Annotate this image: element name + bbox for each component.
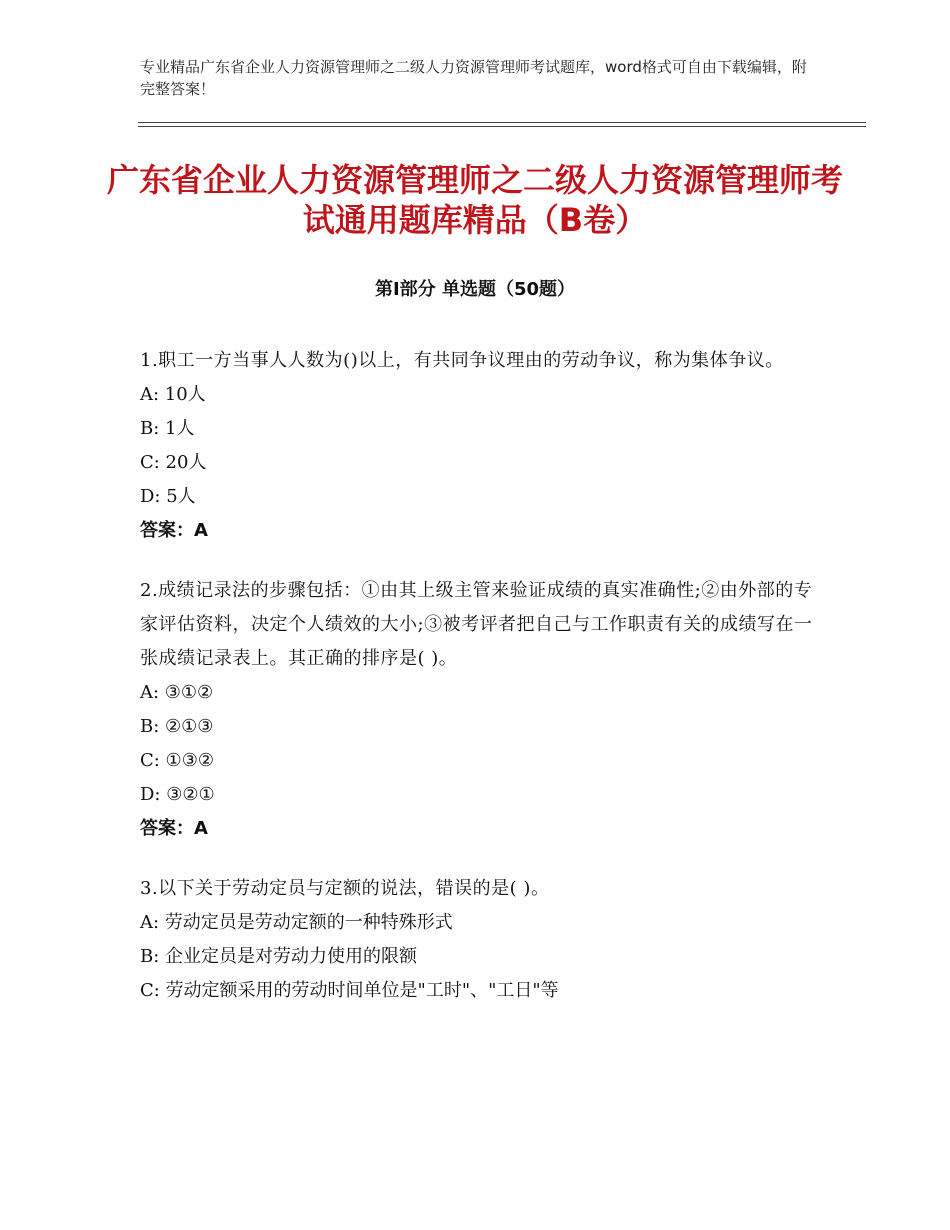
option-b: B: ②①③ — [140, 716, 214, 737]
option-a: A: 10人 — [140, 384, 206, 405]
header-note: 专业精品广东省企业人力资源管理师之二级人力资源管理师考试题库，word格式可自由下载编辑，附完整答案！ — [140, 58, 807, 98]
question-stem: 3.以下关于劳动定员与定额的说法，错误的是( )。 — [140, 878, 550, 899]
question-2 — [140, 574, 820, 846]
option-c: C: ①③② — [140, 750, 214, 771]
header-divider — [138, 122, 866, 123]
header-divider-secondary — [138, 126, 866, 127]
option-a: A: ③①② — [140, 682, 214, 703]
option-a: A: 劳动定员是劳动定额的一种特殊形式 — [140, 912, 453, 933]
option-d: D: 5人 — [140, 486, 196, 507]
answer: 答案：A — [140, 520, 208, 541]
question-3 — [140, 872, 820, 1008]
document-title: 广东省企业人力资源管理师之二级人力资源管理师考试通用题库精品（B卷） — [106, 161, 843, 239]
option-c: C: 20人 — [140, 452, 207, 473]
option-c: C: 劳动定额采用的劳动时间单位是"工时"、"工日"等 — [140, 980, 559, 1001]
question-stem: 2.成绩记录法的步骤包括：①由其上级主管来验证成绩的真实准确性;②由外部的专家评估资料，决定个人绩效的大小;③被考评者把自己与工作职责有关的成绩写在一张成绩记录表上。其正确的排序是( )。 — [140, 580, 813, 669]
option-d: D: ③②① — [140, 784, 215, 805]
answer: 答案：A — [140, 818, 208, 839]
option-b: B: 1人 — [140, 418, 195, 439]
section-title: 第Ⅰ部分 单选题（50题） — [374, 279, 575, 300]
option-b: B: 企业定员是对劳动力使用的限额 — [140, 946, 418, 967]
question-list — [140, 344, 820, 1034]
question-1 — [140, 344, 820, 548]
question-stem: 1.职工一方当事人人数为()以上，有共同争议理由的劳动争议，称为集体争议。 — [140, 350, 784, 371]
